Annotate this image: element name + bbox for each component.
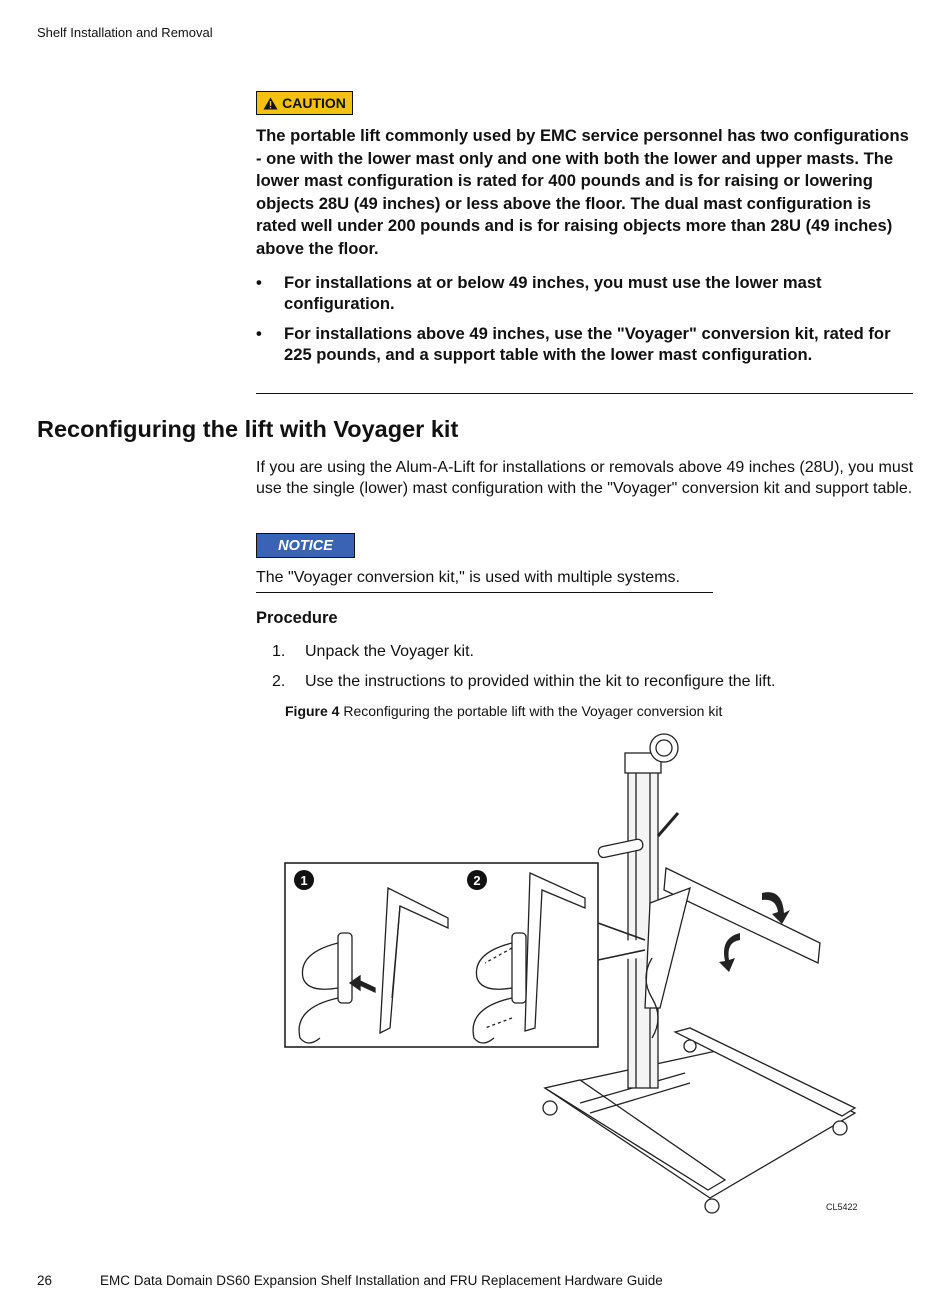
section-intro: If you are using the Alum-A-Lift for installations or removals above 49 inches (28U), you must use the single (lower) mast configuration with the "Voyager" conversion kit and support table. <box>256 459 914 497</box>
divider <box>256 393 913 394</box>
step-number: 1. <box>272 643 286 660</box>
bullet-text: For installations at or below 49 inches, you must use the lower mast configuration. <box>284 273 822 313</box>
list-item <box>272 641 775 662</box>
procedure-steps <box>272 641 775 701</box>
list-item <box>272 671 775 692</box>
caution-body: The portable lift commonly used by EMC service personnel has two configurations - one with the lower mast only and one with both the lower and upper masts. The lower mast configuration is rated for 400 pounds and is for raising or lowering objects 28U (49 inches) or less above the floor. The dual mast configuration is rated well under 200 pounds and is for raising objects more than 28U (49 inches) above the floor. <box>256 126 909 258</box>
figure-caption <box>285 703 722 719</box>
caution-bullet-list <box>256 272 916 374</box>
section-title: Reconfiguring the lift with Voyager kit <box>37 416 459 442</box>
callout-1-icon <box>294 870 314 890</box>
page-number: 26 <box>37 1273 53 1288</box>
warning-triangle-icon <box>263 97 278 110</box>
figure-number: Figure 4 <box>285 703 340 719</box>
step-number: 2. <box>272 673 286 690</box>
caution-label: CAUTION <box>282 95 346 111</box>
lift-forks <box>645 868 820 1038</box>
list-item: • For installations at or below 49 inches, you must use the lower mast configuration. <box>256 272 916 314</box>
callout-2-label: 2 <box>473 873 481 888</box>
lift-illustration <box>280 728 880 1228</box>
notice-badge: NOTICE <box>256 533 355 558</box>
figure-code: CL5422 <box>826 1202 858 1212</box>
lift-base <box>543 1028 855 1213</box>
figure-caption-text: Reconfiguring the portable lift with the Voyager conversion kit <box>343 703 723 719</box>
step-text: Unpack the Voyager kit. <box>305 643 474 660</box>
procedure-heading: Procedure <box>256 609 338 627</box>
callout-1-label: 1 <box>300 873 308 888</box>
running-header: Shelf Installation and Removal <box>37 25 213 40</box>
notice-body: The "Voyager conversion kit," is used with multiple systems. <box>256 569 713 593</box>
bullet-text: For installations above 49 inches, use the "Voyager" conversion kit, rated for 225 pounds, and a support table with the lower mast configuration. <box>284 324 891 364</box>
caution-badge <box>256 91 353 115</box>
step-text: Use the instructions to provided within the kit to reconfigure the lift. <box>305 673 776 690</box>
inset-detail <box>285 863 645 1047</box>
list-item: • For installations above 49 inches, use the "Voyager" conversion kit, rated for 225 pounds, and a support table with the lower mast configuration. <box>256 323 916 365</box>
document-title: EMC Data Domain DS60 Expansion Shelf Installation and FRU Replacement Hardware Guide <box>100 1273 663 1288</box>
callout-2-icon <box>467 870 487 890</box>
